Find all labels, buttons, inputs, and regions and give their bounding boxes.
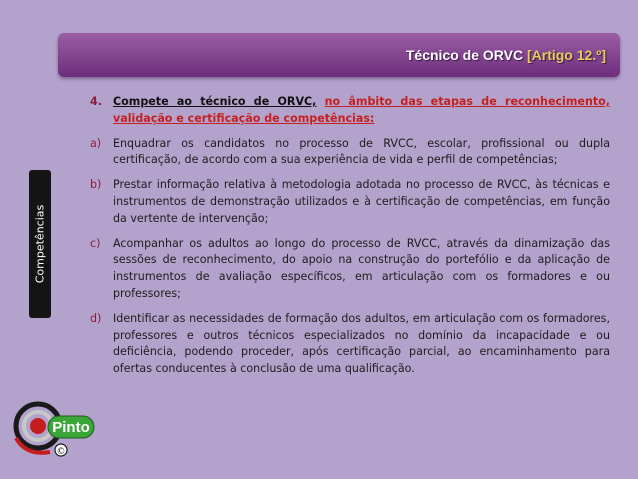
title-bar — [58, 33, 620, 77]
list-item — [90, 236, 610, 303]
section-tab-label: Competências — [33, 204, 47, 284]
logo-wordmark: Pinto — [52, 419, 90, 436]
item-marker: c) — [90, 236, 101, 250]
pinto-logo-graphic — [10, 394, 100, 464]
item-text: Enquadrar os candidatos no processo de RVCC, escolar, profissional ou dupla certificação, de acordo com a sua experiência de vida e perfil de competências; — [113, 136, 610, 167]
article-number-item — [90, 94, 610, 128]
item-marker: d) — [90, 311, 102, 325]
item-text: Acompanhar os adultos ao longo do processo de RVCC, através da dinamização das sessões de reconhecimento, do apoio na construção do portefólio e da aplicação de instrumentos de avaliação específicos, em articulação com os formadores e ou professores; — [113, 236, 610, 300]
article-content — [90, 94, 610, 386]
item-text — [113, 94, 610, 128]
item-text: Prestar informação relativa à metodologia adotada no processo de RVCC, às técnicas e instrumentos de demonstração utilizados e à certificação de competências, em função da vertente de intervenção; — [113, 178, 610, 225]
section-tab — [29, 170, 51, 318]
item-marker: a) — [90, 136, 102, 150]
lead-text: Compete ao técnico de ORVC, — [113, 95, 317, 108]
highlight-text: no âmbito das etapas de reconhecimento, validação e certificação de competências: — [113, 95, 610, 125]
item-text: Identificar as necessidades de formação dos adultos, em articulação com os formadores, professores e outros técnicos especializados no domínio da incapacidade e ou deficiência, podendo proceder, após certificação parcial, ao encaminhamento para ofertas conducentes à conclusão de uma qualificação. — [113, 311, 610, 376]
logo-copyright: © — [56, 447, 66, 457]
pinto-logo — [10, 394, 100, 464]
item-marker: b) — [90, 178, 102, 192]
list-item — [90, 136, 610, 170]
list-item — [90, 177, 610, 227]
title-accent: [Artigo 12.º] — [526, 47, 606, 63]
slide-title — [406, 47, 606, 63]
item-marker: 4. — [90, 95, 102, 108]
list-item — [90, 311, 610, 378]
title-main: Técnico de ORVC — [405, 47, 524, 63]
